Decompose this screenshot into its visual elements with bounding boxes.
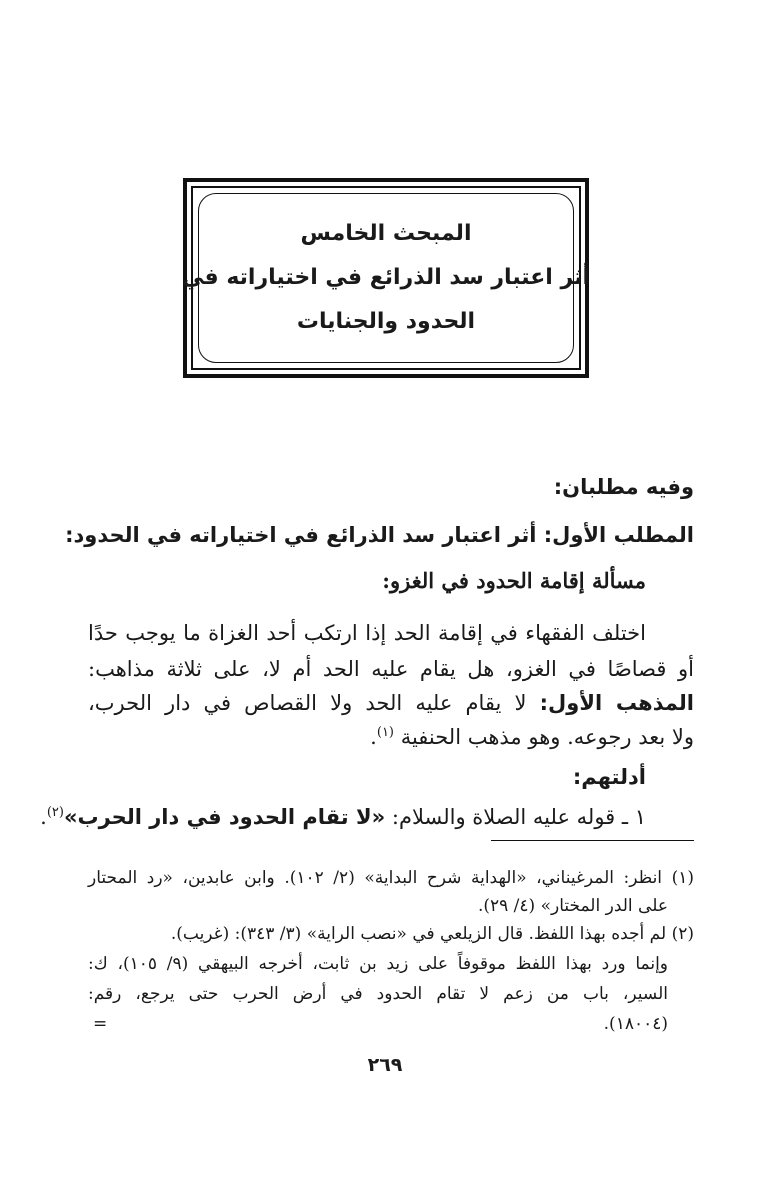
footnote-1-number: (١) — [671, 868, 694, 888]
footnote-2-text: لم أجده بهذا اللفظ. قال الزيلعي في «نصب الراية» (٣/ ٣٤٣): (غريب). — [170, 924, 667, 944]
section-heading: المطلب الأول: أثر اعتبار سد الذرائع في اختياراته في الحدود: — [65, 523, 694, 547]
footnote-ref-2[interactable]: (٢) — [46, 805, 64, 820]
chapter-heading: المبحث الخامس — [300, 221, 472, 246]
chapter-title-line-2: الحدود والجنايات — [296, 309, 476, 334]
footnote-2-line-4: (١٨٠٠٤). — [603, 1014, 668, 1034]
chapter-title-frame — [183, 178, 589, 378]
paragraph-line-1: اختلف الفقهاء في إقامة الحد إذا ارتكب أحد الغزاة ما يوجب حدًا — [88, 621, 646, 645]
footnote-2-line-3: السير، باب من زعم لا تقام الحدود في أرض الحرب حتى يرجع، رقم: — [88, 984, 668, 1004]
footnote-1-line-1 — [88, 866, 694, 890]
chapter-title-line-1: أثر اعتبار سد الذرائع في اختياراته في — [182, 265, 590, 290]
section-intro: وفيه مطلبان: — [553, 475, 694, 499]
continuation-mark: = — [93, 1014, 108, 1034]
title-frame-rounded-border — [182, 193, 590, 363]
page-number: ٢٦٩ — [367, 1054, 403, 1076]
school-one-text: لا يقام عليه الحد ولا القصاص في دار الحرب، — [88, 691, 527, 715]
school-one-label: المذهب الأول: — [539, 691, 695, 715]
footnote-separator — [491, 840, 694, 841]
evidence-item-end: . — [40, 805, 47, 829]
footnote-2-line-2: وإنما ورد بهذا اللفظ موقوفاً على زيد بن ثابت، أخرجه البيهقي (٩/ ١٠٥)، ك: — [88, 954, 669, 974]
school-one-line-2 — [370, 722, 694, 752]
question-heading: مسألة إقامة الحدود في الغزو: — [382, 568, 646, 593]
footnote-2-number: (٢) — [671, 924, 694, 944]
evidence-heading: أدلتهم: — [572, 765, 646, 789]
paragraph-line-2: أو قصاصًا في الغزو، هل يقام عليه الحد أم لا، على ثلاثة مذاهب: — [88, 657, 694, 681]
evidence-item-prefix: ١ ـ قوله عليه الصلاة والسلام: — [391, 805, 646, 829]
footnote-1-text: انظر: المرغيناني، «الهداية شرح البداية» (٢/ ١٠٢). وابن عابدين، «رد المحتار — [88, 868, 663, 888]
footnote-2-line-1 — [171, 922, 694, 946]
footnote-ref-1[interactable]: (١) — [376, 725, 394, 740]
school-one-line-1 — [88, 688, 694, 718]
evidence-item-1 — [40, 802, 646, 832]
footnote-1-line-2: على الدر المختار» (٤/ ٢٩). — [477, 896, 668, 916]
school-one-text-2: ولا بعد رجوعه. وهو مذهب الحنفية — [400, 725, 694, 749]
title-frame-inner-border — [182, 186, 590, 370]
hadith-quote: «لا تقام الحدود في دار الحرب» — [63, 805, 386, 829]
school-one-end: . — [370, 725, 377, 749]
